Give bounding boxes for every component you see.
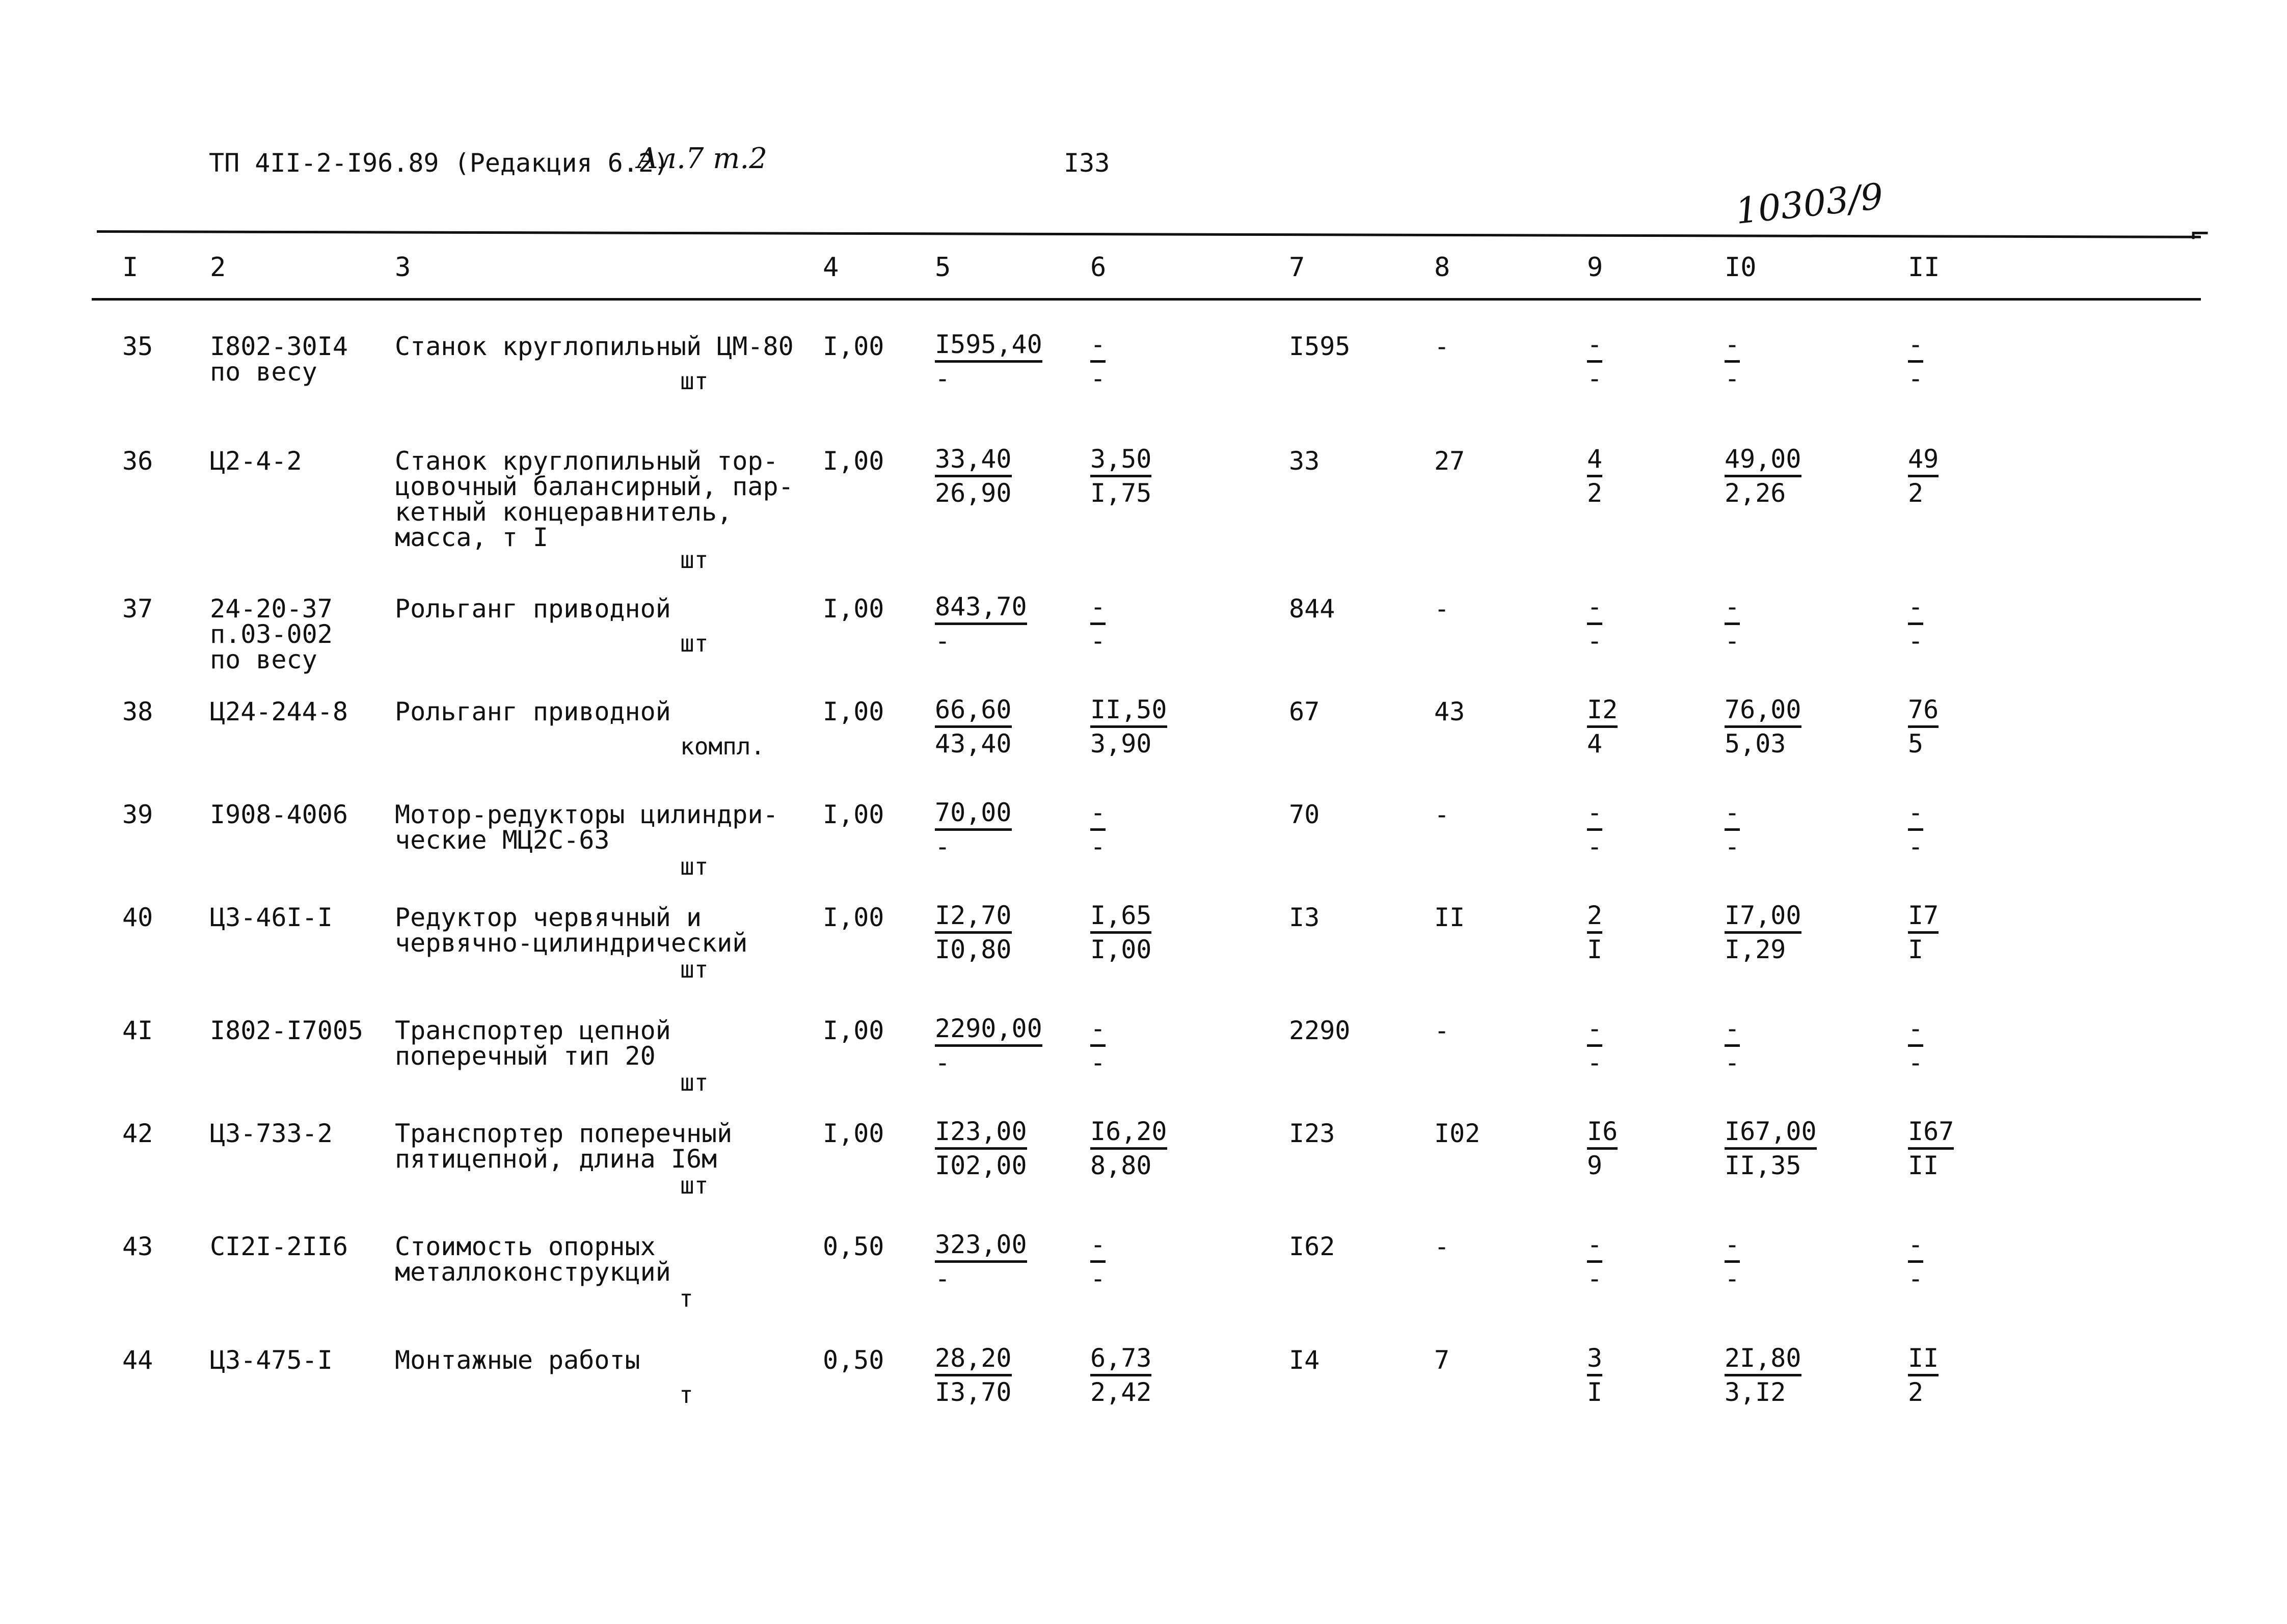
row-9-col5-denominator: - — [935, 1264, 951, 1293]
row-10-col6-denominator: 2,42 — [1090, 1377, 1152, 1407]
row-6-col5-numerator: I2,70 — [935, 901, 1012, 934]
row-2-col9 — [1587, 444, 1719, 509]
row-3-name: Рольганг приводной — [395, 594, 671, 624]
row-2-quantity: I,00 — [823, 446, 884, 476]
row-9-code: CI2I-2II6 — [210, 1232, 348, 1261]
row-10-quantity: 0,50 — [823, 1345, 884, 1375]
row-8-code: Ц3-733-2 — [210, 1119, 333, 1148]
row-10-col6-numerator: 6,73 — [1090, 1343, 1151, 1376]
row-5-col9 — [1587, 798, 1719, 862]
row-2-col6 — [1090, 444, 1223, 509]
row-3-col6 — [1090, 592, 1223, 657]
row-6-col7: I3 — [1289, 903, 1320, 932]
row-3-code: 24-20-37 п.03-002 по весу — [210, 594, 333, 674]
row-5-unit: шт — [680, 853, 709, 880]
column-header-2: 2 — [210, 252, 226, 283]
row-7-col6 — [1090, 1014, 1223, 1078]
row-5-col11 — [1908, 798, 2040, 862]
row-5-col10-denominator: - — [1725, 832, 1740, 861]
handwritten-code: 10303/9 — [1733, 175, 1886, 232]
rule-arrow-mark: ⌐ — [2191, 216, 2210, 252]
row-6-col6-denominator: I,00 — [1090, 935, 1152, 964]
row-5-col10-numerator: - — [1725, 798, 1740, 831]
row-3-col6-denominator: - — [1090, 626, 1106, 656]
row-7-number: 4I — [122, 1016, 153, 1045]
row-8-col6-numerator: I6,20 — [1090, 1117, 1167, 1150]
row-5-col9-denominator: - — [1587, 832, 1603, 861]
row-9-col10-denominator: - — [1725, 1264, 1740, 1293]
row-1-col10-denominator: - — [1725, 364, 1740, 393]
row-4-col5-numerator: 66,60 — [935, 695, 1012, 728]
row-5-col10 — [1725, 798, 1857, 862]
row-6-name: Редуктор червячный и червячно-цилиндрический — [395, 903, 748, 958]
row-8-name: Транспортер поперечный пятицепной, длина I6м — [395, 1119, 733, 1174]
row-7-col9-denominator: - — [1587, 1048, 1603, 1077]
row-6-col5 — [935, 901, 1067, 965]
row-1-col6-numerator: - — [1090, 330, 1106, 363]
row-2-col11-numerator: 49 — [1908, 444, 1939, 477]
row-4-col11-numerator: 76 — [1908, 695, 1939, 728]
row-4-unit: компл. — [680, 733, 765, 760]
row-4-col5-denominator: 43,40 — [935, 729, 1012, 759]
row-6-col11-numerator: I7 — [1908, 901, 1939, 934]
row-3-col10 — [1725, 592, 1857, 657]
row-3-col11-numerator: - — [1908, 592, 1923, 625]
row-3-col10-denominator: - — [1725, 626, 1740, 656]
row-9-col8: - — [1434, 1232, 1450, 1261]
row-10-col10-numerator: 2I,80 — [1725, 1343, 1801, 1376]
row-4-quantity: I,00 — [823, 697, 884, 726]
row-9-col11-denominator: - — [1908, 1264, 1924, 1293]
row-2-col8: 27 — [1434, 446, 1465, 476]
row-7-col5-numerator: 2290,00 — [935, 1014, 1042, 1047]
row-2-unit: шт — [680, 546, 709, 574]
row-5-col6-numerator: - — [1090, 798, 1106, 831]
row-8-col9 — [1587, 1117, 1719, 1181]
row-9-col6-numerator: - — [1090, 1230, 1106, 1263]
row-3-col9-numerator: - — [1587, 592, 1602, 625]
row-2-code: Ц2-4-2 — [210, 446, 302, 476]
row-6-col9-numerator: 2 — [1587, 901, 1602, 934]
column-header-1: I — [122, 252, 139, 283]
row-4-col6-numerator: II,50 — [1090, 695, 1167, 728]
row-7-col8: - — [1434, 1016, 1450, 1045]
column-header-4: 4 — [823, 252, 839, 283]
row-9-name: Стоимость опорных металлоконструкций — [395, 1232, 671, 1287]
row-5-col5-denominator: - — [935, 832, 951, 861]
row-6-unit: шт — [680, 956, 709, 983]
column-header-9: 9 — [1587, 252, 1603, 283]
row-9-col10-numerator: - — [1725, 1230, 1740, 1263]
row-3-col9-denominator: - — [1587, 626, 1603, 656]
row-8-col5-numerator: I23,00 — [935, 1117, 1027, 1150]
column-header-11: II — [1908, 252, 1940, 283]
row-10-col11 — [1908, 1343, 2040, 1408]
row-2-col10-numerator: 49,00 — [1725, 444, 1801, 477]
row-2-name: Станок круглопильный тор- цовочный балансирный, пар- кетный концеравнитель, масса, т I — [395, 446, 794, 552]
row-1-number: 35 — [122, 332, 153, 361]
row-6-number: 40 — [122, 903, 153, 932]
page-number: I33 — [1064, 148, 1110, 178]
row-9-col7: I62 — [1289, 1232, 1335, 1261]
row-2-col6-denominator: I,75 — [1090, 478, 1152, 508]
row-5-col8: - — [1434, 800, 1450, 829]
row-2-col5 — [935, 444, 1067, 509]
row-10-name: Монтажные работы — [395, 1345, 640, 1375]
row-3-col6-numerator: - — [1090, 592, 1106, 625]
row-6-quantity: I,00 — [823, 903, 884, 932]
row-7-code: I802-I7005 — [210, 1016, 364, 1045]
row-8-col6 — [1090, 1117, 1223, 1181]
row-5-col11-denominator: - — [1908, 832, 1924, 861]
row-2-col11-denominator: 2 — [1908, 478, 1924, 508]
row-8-col10 — [1725, 1117, 1857, 1181]
row-10-col9 — [1587, 1343, 1719, 1408]
row-1-col6-denominator: - — [1090, 364, 1106, 393]
row-1-unit: шт — [680, 367, 709, 395]
column-header-3: 3 — [395, 252, 411, 283]
row-4-col11-denominator: 5 — [1908, 729, 1924, 759]
row-7-col5-denominator: - — [935, 1048, 951, 1077]
row-5-col6-denominator: - — [1090, 832, 1106, 861]
row-5-col5-numerator: 70,00 — [935, 798, 1012, 831]
column-header-5: 5 — [935, 252, 951, 283]
row-9-col10 — [1725, 1230, 1857, 1294]
row-9-col11-numerator: - — [1908, 1230, 1923, 1263]
row-10-col7: I4 — [1289, 1345, 1320, 1375]
row-1-col8: - — [1434, 332, 1450, 361]
row-9-col9-numerator: - — [1587, 1230, 1602, 1263]
row-5-name: Мотор-редукторы цилиндри- ческие МЦ2С-63 — [395, 800, 778, 855]
row-6-col10 — [1725, 901, 1857, 965]
row-7-col6-denominator: - — [1090, 1048, 1106, 1077]
row-2-col9-numerator: 4 — [1587, 444, 1602, 477]
row-9-col5 — [935, 1230, 1067, 1294]
row-4-col6 — [1090, 695, 1223, 760]
row-3-col5-numerator: 843,70 — [935, 592, 1027, 625]
row-10-code: Ц3-475-I — [210, 1345, 333, 1375]
row-1-col9-denominator: - — [1587, 364, 1603, 393]
row-7-name: Транспортер цепной поперечный тип 20 — [395, 1016, 671, 1071]
row-8-number: 42 — [122, 1119, 153, 1148]
column-header-7: 7 — [1289, 252, 1305, 283]
row-7-col6-numerator: - — [1090, 1014, 1106, 1047]
row-6-code: Ц3-46I-I — [210, 903, 333, 932]
row-5-number: 39 — [122, 800, 153, 829]
row-4-col9 — [1587, 695, 1719, 760]
row-4-name: Рольганг приводной — [395, 697, 671, 726]
row-9-quantity: 0,50 — [823, 1232, 884, 1261]
row-9-col6-denominator: - — [1090, 1264, 1106, 1293]
row-2-col5-denominator: 26,90 — [935, 478, 1012, 508]
row-7-col10-denominator: - — [1725, 1048, 1740, 1077]
row-4-code: Ц24-244-8 — [210, 697, 348, 726]
row-3-col7: 844 — [1289, 594, 1335, 624]
row-8-col10-numerator: I67,00 — [1725, 1117, 1817, 1150]
row-1-name: Станок круглопильный ЦМ-80 — [395, 332, 794, 361]
row-4-number: 38 — [122, 697, 153, 726]
row-6-col9-denominator: I — [1587, 935, 1603, 964]
row-3-col5-denominator: - — [935, 626, 951, 656]
row-3-col5 — [935, 592, 1067, 657]
row-7-col11 — [1908, 1014, 2040, 1078]
row-4-col10 — [1725, 695, 1857, 760]
row-4-col9-numerator: I2 — [1587, 695, 1618, 728]
row-4-col5 — [935, 695, 1067, 760]
row-10-number: 44 — [122, 1345, 153, 1375]
row-1-col5-denominator: - — [935, 364, 951, 393]
row-10-unit: т — [679, 1381, 693, 1409]
row-7-col11-numerator: - — [1908, 1014, 1923, 1047]
row-5-col9-numerator: - — [1587, 798, 1602, 831]
row-10-col5-numerator: 28,20 — [935, 1343, 1012, 1376]
row-5-code: I908-4006 — [210, 800, 348, 829]
row-1-col5-numerator: I595,40 — [935, 330, 1042, 363]
row-2-number: 36 — [122, 446, 153, 476]
column-header-6: 6 — [1090, 252, 1107, 283]
row-7-col9-numerator: - — [1587, 1014, 1602, 1047]
header-rule — [92, 298, 2201, 301]
row-1-col7: I595 — [1289, 332, 1351, 361]
row-6-col9 — [1587, 901, 1719, 965]
row-10-col9-numerator: 3 — [1587, 1343, 1602, 1376]
row-4-col11 — [1908, 695, 2040, 760]
row-9-unit: т — [679, 1285, 693, 1312]
row-8-col10-denominator: II,35 — [1725, 1151, 1801, 1180]
row-3-col8: - — [1434, 594, 1450, 624]
row-10-col9-denominator: I — [1587, 1377, 1603, 1407]
row-9-number: 43 — [122, 1232, 153, 1261]
row-8-col5-denominator: I02,00 — [935, 1151, 1027, 1180]
row-8-col6-denominator: 8,80 — [1090, 1151, 1152, 1180]
row-2-col10-denominator: 2,26 — [1725, 478, 1786, 508]
document-reference: ТП 4II-2-I96.89 (Редакция 6.2) — [209, 148, 669, 178]
row-4-col10-numerator: 76,00 — [1725, 695, 1801, 728]
row-2-col7: 33 — [1289, 446, 1320, 476]
row-6-col6 — [1090, 901, 1223, 965]
row-7-col10 — [1725, 1014, 1857, 1078]
row-9-col9 — [1587, 1230, 1719, 1294]
row-4-col10-denominator: 5,03 — [1725, 729, 1786, 759]
row-6-col8: II — [1434, 903, 1465, 932]
row-8-col8: I02 — [1434, 1119, 1481, 1148]
row-2-col10 — [1725, 444, 1857, 509]
row-3-unit: шт — [680, 630, 709, 657]
row-7-col9 — [1587, 1014, 1719, 1078]
row-6-col10-denominator: I,29 — [1725, 935, 1786, 964]
column-header-10: I0 — [1725, 252, 1757, 283]
row-9-col5-numerator: 323,00 — [935, 1230, 1027, 1263]
row-1-col6 — [1090, 330, 1223, 394]
row-4-col6-denominator: 3,90 — [1090, 729, 1152, 759]
row-5-col6 — [1090, 798, 1223, 862]
row-8-col7: I23 — [1289, 1119, 1335, 1148]
row-7-col11-denominator: - — [1908, 1048, 1924, 1077]
row-10-col10-denominator: 3,I2 — [1725, 1377, 1786, 1407]
row-7-col5 — [935, 1014, 1067, 1078]
row-3-col11-denominator: - — [1908, 626, 1924, 656]
row-5-col5 — [935, 798, 1067, 862]
row-6-col10-numerator: I7,00 — [1725, 901, 1801, 934]
row-1-code: I802-30I4 по весу — [210, 332, 348, 387]
row-1-quantity: I,00 — [823, 332, 884, 361]
row-1-col11-denominator: - — [1908, 364, 1924, 393]
row-7-col10-numerator: - — [1725, 1014, 1740, 1047]
row-8-col9-numerator: I6 — [1587, 1117, 1618, 1150]
row-8-col9-denominator: 9 — [1587, 1151, 1603, 1180]
row-4-col8: 43 — [1434, 697, 1465, 726]
row-7-unit: шт — [680, 1069, 709, 1096]
row-10-col8: 7 — [1434, 1345, 1450, 1375]
row-8-col11 — [1908, 1117, 2040, 1181]
row-3-col9 — [1587, 592, 1719, 657]
row-2-col5-numerator: 33,40 — [935, 444, 1012, 477]
row-10-col10 — [1725, 1343, 1857, 1408]
row-9-col11 — [1908, 1230, 2040, 1294]
row-9-col6 — [1090, 1230, 1223, 1294]
row-7-col7: 2290 — [1289, 1016, 1351, 1045]
row-4-col7: 67 — [1289, 697, 1320, 726]
row-1-col10-numerator: - — [1725, 330, 1740, 363]
row-6-col11 — [1908, 901, 2040, 965]
row-10-col5 — [935, 1343, 1067, 1408]
column-header-8: 8 — [1434, 252, 1450, 283]
row-6-col11-denominator: I — [1908, 935, 1924, 964]
row-3-quantity: I,00 — [823, 594, 884, 624]
row-1-col9-numerator: - — [1587, 330, 1602, 363]
top-rule — [97, 230, 2201, 238]
row-7-quantity: I,00 — [823, 1016, 884, 1045]
row-8-col5 — [935, 1117, 1067, 1181]
row-1-col5 — [935, 330, 1067, 394]
row-3-number: 37 — [122, 594, 153, 624]
row-5-col7: 70 — [1289, 800, 1320, 829]
row-3-col11 — [1908, 592, 2040, 657]
row-1-col11-numerator: - — [1908, 330, 1923, 363]
row-8-unit: шт — [680, 1172, 709, 1199]
row-5-col11-numerator: - — [1908, 798, 1923, 831]
row-2-col11 — [1908, 444, 2040, 509]
row-10-col5-denominator: I3,70 — [935, 1377, 1012, 1407]
row-8-col11-denominator: II — [1908, 1151, 1939, 1180]
row-6-col6-numerator: I,65 — [1090, 901, 1151, 934]
row-10-col11-numerator: II — [1908, 1343, 1939, 1376]
row-6-col5-denominator: I0,80 — [935, 935, 1012, 964]
row-8-quantity: I,00 — [823, 1119, 884, 1148]
row-9-col9-denominator: - — [1587, 1264, 1603, 1293]
row-8-col11-numerator: I67 — [1908, 1117, 1954, 1150]
row-3-col10-numerator: - — [1725, 592, 1740, 625]
row-4-col9-denominator: 4 — [1587, 729, 1603, 759]
row-2-col9-denominator: 2 — [1587, 478, 1603, 508]
row-1-col10 — [1725, 330, 1857, 394]
row-5-quantity: I,00 — [823, 800, 884, 829]
row-10-col6 — [1090, 1343, 1223, 1408]
row-1-col11 — [1908, 330, 2040, 394]
row-1-col9 — [1587, 330, 1719, 394]
row-10-col11-denominator: 2 — [1908, 1377, 1924, 1407]
sheet-annotation: Ал.7 т.2 — [637, 142, 767, 175]
row-2-col6-numerator: 3,50 — [1090, 444, 1151, 477]
